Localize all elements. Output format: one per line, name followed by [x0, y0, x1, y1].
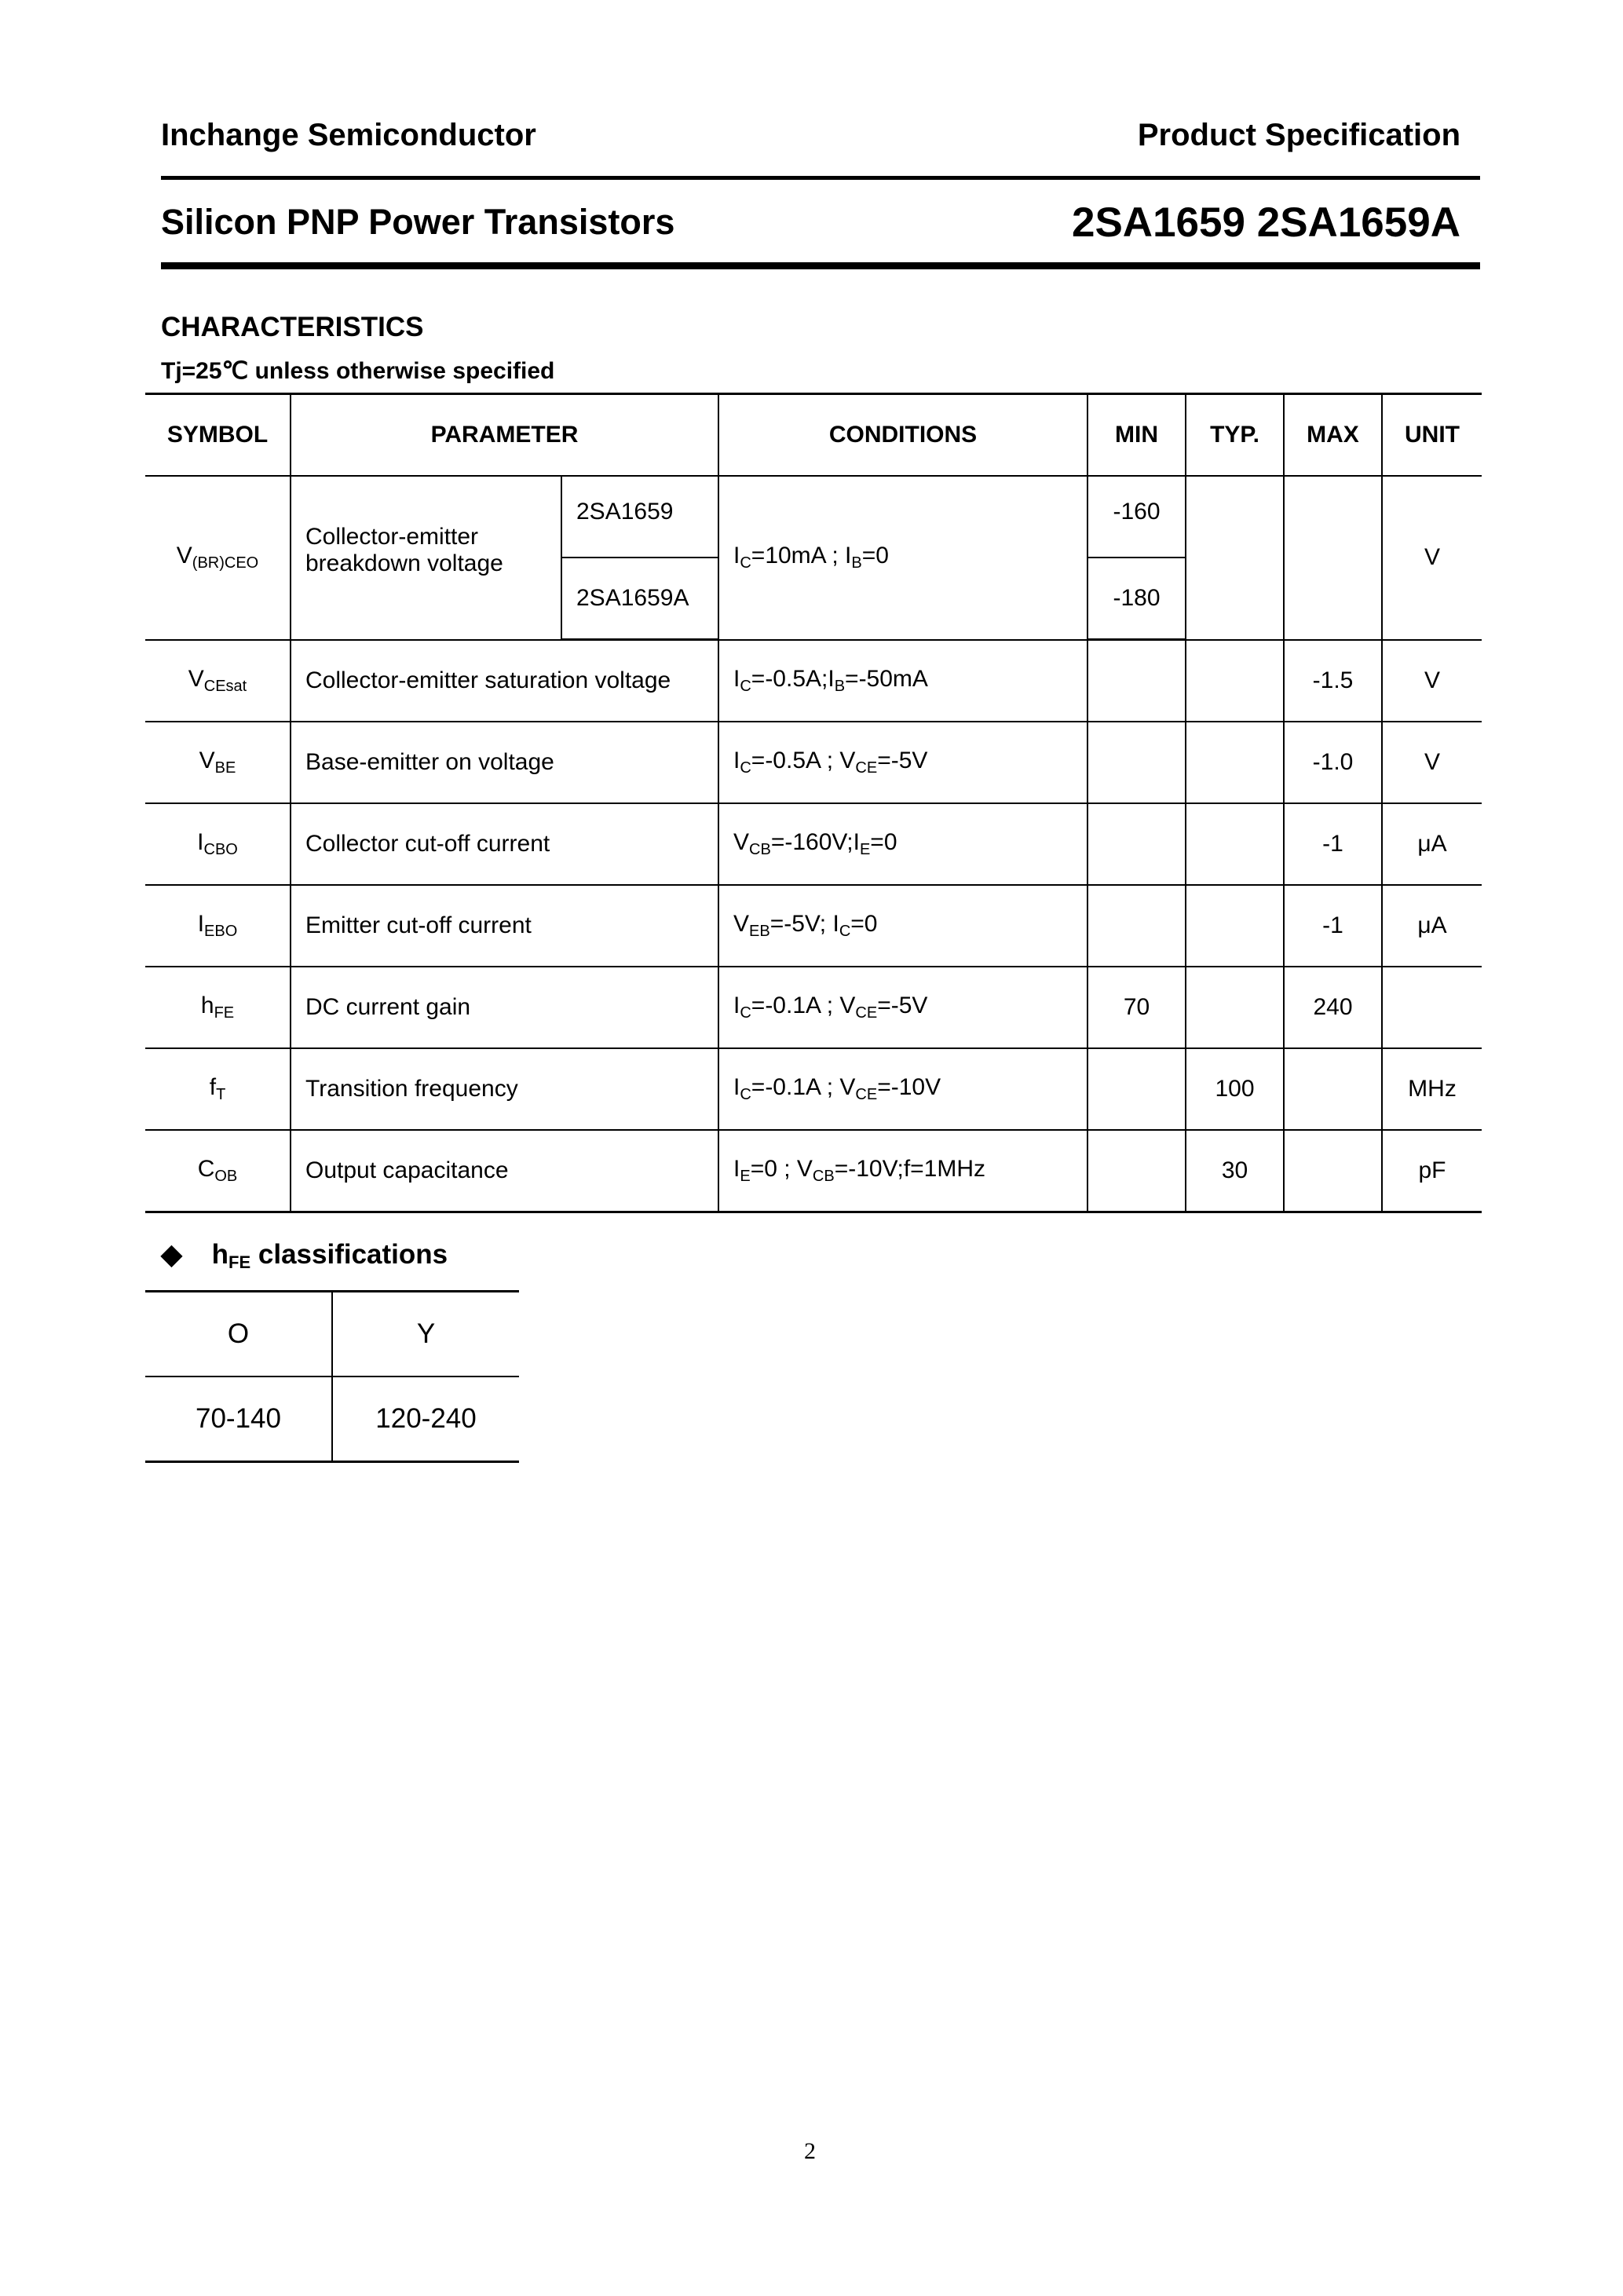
symbol-cell: $V_{CEsat}$	[145, 640, 291, 722]
variant-cell: 2SA1659	[561, 476, 718, 558]
unit-cell: V	[1382, 640, 1482, 722]
min-cell	[1087, 885, 1186, 967]
condition-note: Tj=25℃ unless otherwise specified	[161, 358, 555, 384]
characteristics-table	[145, 393, 1482, 1213]
col-header-unit: UNIT	[1382, 394, 1482, 477]
conditions-cell: $V_{CB}=-160V;I_E=0$	[718, 803, 1087, 885]
conditions-cell: $I_C=-0.5A$ ; $V_{CE}=-5V$	[718, 722, 1087, 803]
parameter-cell: Transition frequency	[291, 1048, 718, 1130]
col-header-parameter: PARAMETER	[291, 394, 718, 477]
part-numbers: 2SA1659 2SA1659A	[1071, 199, 1460, 246]
conditions-cell: $V_{EB}=-5V$; $I_C=0$	[718, 885, 1087, 967]
typ-cell	[1186, 885, 1284, 967]
unit-cell	[1382, 967, 1482, 1048]
min-cell	[1087, 640, 1186, 722]
table-row	[145, 803, 1482, 885]
conditions-cell: $I_E=0$ ; $V_{CB}=-10V;f=1MHz$	[718, 1130, 1087, 1212]
unit-cell: V	[1382, 722, 1482, 803]
table-row	[145, 967, 1482, 1048]
table-row	[145, 1130, 1482, 1212]
unit-cell: V	[1382, 476, 1482, 640]
parameter-cell: Collector cut-off current	[291, 803, 718, 885]
classifications-table	[145, 1290, 519, 1463]
table-row	[145, 722, 1482, 803]
variant-cell: 2SA1659A	[561, 558, 718, 640]
diamond-bullet-icon: ◆	[161, 1239, 182, 1270]
product-line: Silicon PNP Power Transistors	[161, 202, 675, 242]
min-cell: -160	[1087, 476, 1186, 558]
symbol-cell: $h_{FE}$	[145, 967, 291, 1048]
class-value: 120-240	[332, 1377, 519, 1462]
unit-cell: μA	[1382, 885, 1482, 967]
typ-cell	[1186, 476, 1284, 640]
classifications-title: ◆ $h_{FE}$ classifications	[161, 1239, 448, 1272]
symbol-cell: $f_T$	[145, 1048, 291, 1130]
max-cell: -1	[1284, 885, 1382, 967]
class-value: 70-140	[145, 1377, 332, 1462]
typ-cell: 30	[1186, 1130, 1284, 1212]
typ-cell	[1186, 967, 1284, 1048]
table-row	[145, 640, 1482, 722]
unit-cell: pF	[1382, 1130, 1482, 1212]
page-number: 2	[804, 2138, 816, 2164]
min-cell: -180	[1087, 558, 1186, 640]
col-header-min: MIN	[1087, 394, 1186, 477]
header-rule-bottom	[161, 262, 1480, 269]
max-cell	[1284, 1130, 1382, 1212]
min-cell	[1087, 1048, 1186, 1130]
conditions-cell: $I_C=10mA$ ; $I_B=0$	[718, 476, 1087, 640]
symbol-cell: $I_{EBO}$	[145, 885, 291, 967]
header-rule-top	[161, 176, 1480, 180]
typ-cell	[1186, 803, 1284, 885]
conditions-cell: $I_C=-0.5A;I_B=-50mA$	[718, 640, 1087, 722]
table-row	[145, 1377, 519, 1462]
max-cell: -1.5	[1284, 640, 1382, 722]
conditions-cell: $I_C=-0.1A$ ; $V_{CE}=-10V$	[718, 1048, 1087, 1130]
doc-type: Product Specification	[1137, 118, 1460, 152]
table-row	[145, 1292, 519, 1377]
min-cell: 70	[1087, 967, 1186, 1048]
min-cell	[1087, 722, 1186, 803]
class-header: O	[145, 1292, 332, 1377]
col-header-max: MAX	[1284, 394, 1382, 477]
col-header-symbol: SYMBOL	[145, 394, 291, 477]
parameter-cell: Output capacitance	[291, 1130, 718, 1212]
col-header-conditions: CONDITIONS	[718, 394, 1087, 477]
typ-cell: 100	[1186, 1048, 1284, 1130]
parameter-cell: Collector-emitter saturation voltage	[291, 640, 718, 722]
min-cell	[1087, 1130, 1186, 1212]
table-row	[145, 476, 1482, 558]
conditions-cell: $I_C=-0.1A$ ; $V_{CE}=-5V$	[718, 967, 1087, 1048]
max-cell: -1	[1284, 803, 1382, 885]
parameter-cell: DC current gain	[291, 967, 718, 1048]
typ-cell	[1186, 722, 1284, 803]
parameter-cell: Emitter cut-off current	[291, 885, 718, 967]
table-row	[145, 1048, 1482, 1130]
min-cell	[1087, 803, 1186, 885]
max-cell	[1284, 476, 1382, 640]
parameter-cell: Base-emitter on voltage	[291, 722, 718, 803]
unit-cell: μA	[1382, 803, 1482, 885]
table-header-row	[145, 394, 1482, 477]
section-title: CHARACTERISTICS	[161, 312, 424, 342]
table-row	[145, 885, 1482, 967]
max-cell	[1284, 1048, 1382, 1130]
max-cell: 240	[1284, 967, 1382, 1048]
typ-cell	[1186, 640, 1284, 722]
symbol-cell: $I_{CBO}$	[145, 803, 291, 885]
symbol-cell: $V_{BE}$	[145, 722, 291, 803]
unit-cell: MHz	[1382, 1048, 1482, 1130]
symbol-cell: $C_{OB}$	[145, 1130, 291, 1212]
class-header: Y	[332, 1292, 519, 1377]
max-cell: -1.0	[1284, 722, 1382, 803]
company-name: Inchange Semiconductor	[161, 118, 536, 152]
symbol-cell: $V_{(BR)CEO}$	[145, 476, 291, 640]
col-header-typ: TYP.	[1186, 394, 1284, 477]
parameter-cell: Collector-emitter breakdown voltage	[291, 476, 561, 640]
